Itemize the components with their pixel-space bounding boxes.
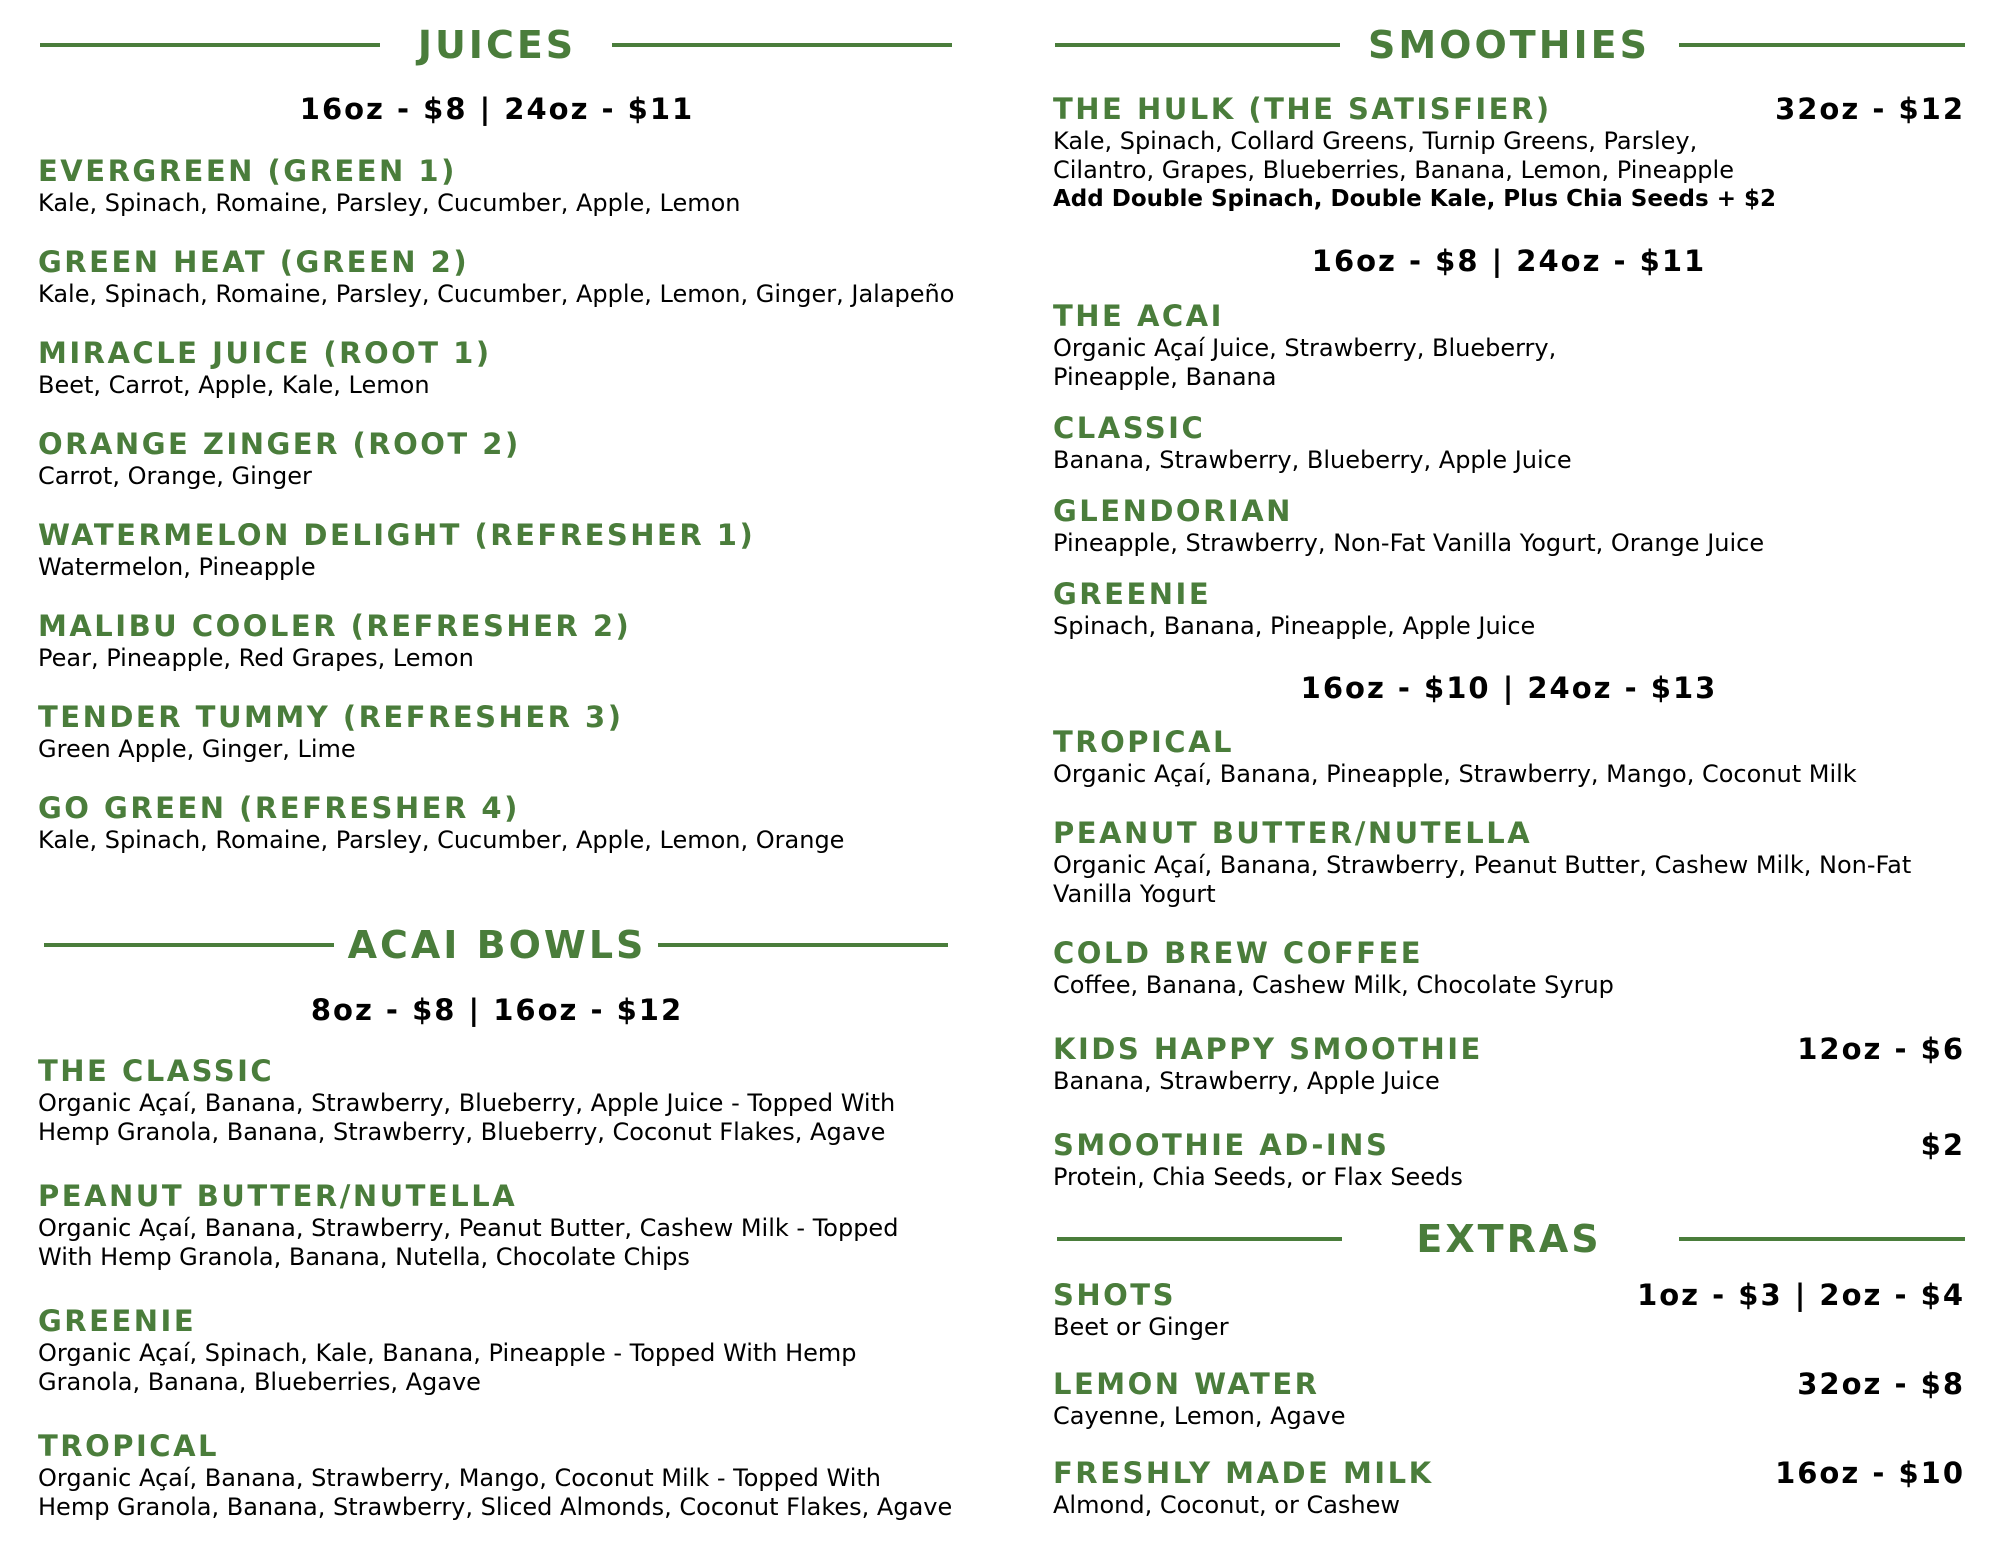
item-name: COLD BREW COFFEE: [1053, 936, 1424, 970]
item-desc: Organic Açaí, Spinach, Kale, Banana, Pineapple - Topped With Hemp Granola, Banana, Blueberries, Agave: [38, 1339, 857, 1396]
menu-item: [38, 517, 956, 582]
item-desc: Organic Açaí, Banana, Strawberry, Peanut Butter, Cashew Milk, Non-Fat Vanilla Yogurt: [1053, 851, 1912, 908]
item-desc: Organic Açaí, Banana, Strawberry, Blueberry, Apple Juice - Topped With Hemp Granola, Banana, Strawberry, Blueberry, Coconut Flakes, Agave: [38, 1089, 896, 1146]
menu-item: [1053, 1366, 1965, 1431]
item-name: TENDER TUMMY (REFRESHER 3): [38, 700, 624, 734]
item-desc: Beet, Carrot, Apple, Kale, Lemon: [38, 371, 430, 399]
menu-item-kids: [1053, 1031, 1965, 1096]
menu-item: [1053, 298, 1965, 392]
juices-title: JUICES: [417, 23, 577, 67]
item-name: FRESHLY MADE MILK: [1053, 1456, 1434, 1490]
item-name: KIDS HAPPY SMOOTHIE: [1053, 1032, 1483, 1066]
menu-item-hulk: [1053, 91, 1965, 214]
item-name: PEANUT BUTTER/NUTELLA: [38, 1179, 518, 1213]
item-name: MALIBU COOLER (REFRESHER 2): [38, 609, 632, 643]
item-name: GLENDORIAN: [1053, 494, 1293, 528]
smoothies-price-a: 16oz - $8 | 24oz - $11: [1311, 244, 1707, 278]
item-desc: Spinach, Banana, Pineapple, Apple Juice: [1053, 612, 1536, 640]
item-desc: Kale, Spinach, Romaine, Parsley, Cucumber, Apple, Lemon, Ginger, Jalapeño: [38, 280, 955, 308]
item-name: GREENIE: [38, 1304, 197, 1338]
menu-item: [38, 426, 956, 491]
header-rule-right: [1679, 1237, 1965, 1241]
menu-item: [38, 790, 956, 855]
menu-item: [1053, 724, 1965, 789]
item-name: THE CLASSIC: [38, 1054, 275, 1088]
item-desc: Organic Açaí, Banana, Strawberry, Mango, Coconut Milk - Topped With Hemp Granola, Banana, Strawberry, Sliced Almonds, Coconut Flakes, Agave: [38, 1464, 953, 1521]
smoothies-header: [1053, 20, 1965, 70]
juices-price: 16oz - $8 | 24oz - $11: [299, 92, 695, 126]
menu-item: [38, 1178, 956, 1272]
item-name: GREENIE: [1053, 577, 1212, 611]
item-desc: Kale, Spinach, Romaine, Parsley, Cucumber, Apple, Lemon, Orange: [38, 826, 845, 854]
menu-item: [1053, 935, 1965, 1000]
menu-item: [1053, 493, 1965, 558]
item-desc: Pear, Pineapple, Red Grapes, Lemon: [38, 644, 474, 672]
item-desc: Organic Açaí Juice, Strawberry, Blueberry, Pineapple, Banana: [1053, 334, 1557, 391]
menu-item: [1053, 1455, 1965, 1520]
item-name: MIRACLE JUICE (ROOT 1): [38, 336, 492, 370]
menu-item: [1053, 410, 1965, 475]
extras-title: EXTRAS: [1416, 1217, 1602, 1261]
acai-bowls-title: ACAI BOWLS: [347, 923, 647, 967]
menu-item: [1053, 1277, 1965, 1342]
header-rule-right: [1679, 43, 1965, 47]
extras-header: [1053, 1214, 1965, 1264]
item-name: THE HULK (THE SATISFIER): [1053, 92, 1552, 126]
item-desc: Green Apple, Ginger, Lime: [38, 735, 356, 763]
item-desc: Watermelon, Pineapple: [38, 553, 316, 581]
item-desc: Kale, Spinach, Romaine, Parsley, Cucumber, Apple, Lemon: [38, 189, 741, 217]
menu-item: [38, 699, 956, 764]
item-desc: Almond, Coconut, or Cashew: [1053, 1491, 1401, 1519]
menu-item: [1053, 576, 1965, 641]
menu-item: [38, 244, 956, 309]
item-name: SHOTS: [1053, 1278, 1176, 1312]
item-desc: Banana, Strawberry, Blueberry, Apple Juice: [1053, 446, 1572, 474]
menu-item-addins: [1053, 1127, 1965, 1192]
menu-item: [38, 1428, 956, 1522]
item-name: GO GREEN (REFRESHER 4): [38, 791, 520, 825]
header-rule-right: [658, 943, 948, 947]
item-name: PEANUT BUTTER/NUTELLA: [1053, 816, 1533, 850]
menu-item: [38, 608, 956, 673]
item-note: Add Double Spinach, Double Kale, Plus Chia Seeds + $2: [1053, 186, 1776, 212]
item-desc: Kale, Spinach, Collard Greens, Turnip Greens, Parsley, Cilantro, Grapes, Blueberries, Banana, Lemon, Pineapple: [1053, 127, 1734, 184]
item-name: GREEN HEAT (GREEN 2): [38, 245, 470, 279]
acai-bowls-price: 8oz - $8 | 16oz - $12: [310, 993, 684, 1027]
header-rule-right: [612, 43, 952, 47]
smoothies-title: SMOOTHIES: [1368, 23, 1650, 67]
item-name: SMOOTHIE AD-INS: [1053, 1128, 1390, 1162]
item-price: 1oz - $3 | 2oz - $4: [1637, 1278, 1965, 1312]
item-desc: Pineapple, Strawberry, Non-Fat Vanilla Yogurt, Orange Juice: [1053, 529, 1765, 557]
item-desc: Coffee, Banana, Cashew Milk, Chocolate Syrup: [1053, 971, 1614, 999]
item-price: 16oz - $10: [1775, 1456, 1965, 1490]
item-name: EVERGREEN (GREEN 1): [38, 154, 457, 188]
menu-item: [38, 1303, 956, 1397]
item-desc: Protein, Chia Seeds, or Flax Seeds: [1053, 1163, 1463, 1191]
acai-bowls-header: [38, 920, 956, 970]
item-price: 32oz - $8: [1797, 1367, 1965, 1401]
juices-header: [38, 20, 956, 70]
item-name: ORANGE ZINGER (ROOT 2): [38, 427, 521, 461]
item-name: TROPICAL: [38, 1429, 220, 1463]
menu-item: [38, 153, 956, 218]
item-desc: Organic Açaí, Banana, Strawberry, Peanut Butter, Cashew Milk - Topped With Hemp Granola, Banana, Nutella, Chocolate Chips: [38, 1214, 899, 1271]
item-name: THE ACAI: [1053, 299, 1224, 333]
item-name: TROPICAL: [1053, 725, 1235, 759]
item-desc: Cayenne, Lemon, Agave: [1053, 1402, 1346, 1430]
item-name: CLASSIC: [1053, 411, 1206, 445]
item-name: LEMON WATER: [1053, 1367, 1320, 1401]
item-desc: Banana, Strawberry, Apple Juice: [1053, 1067, 1440, 1095]
item-desc: Organic Açaí, Banana, Pineapple, Strawberry, Mango, Coconut Milk: [1053, 760, 1857, 788]
smoothies-price-b: 16oz - $10 | 24oz - $13: [1300, 671, 1718, 705]
menu-item: [1053, 815, 1965, 909]
item-desc: Beet or Ginger: [1053, 1313, 1229, 1341]
item-price: 32oz - $12: [1775, 92, 1965, 126]
menu-item: [38, 335, 956, 400]
menu-item: [38, 1053, 956, 1147]
item-desc: Carrot, Orange, Ginger: [38, 462, 312, 490]
item-price: $2: [1920, 1128, 1965, 1162]
item-price: 12oz - $6: [1797, 1032, 1965, 1066]
item-name: WATERMELON DELIGHT (REFRESHER 1): [38, 518, 756, 552]
